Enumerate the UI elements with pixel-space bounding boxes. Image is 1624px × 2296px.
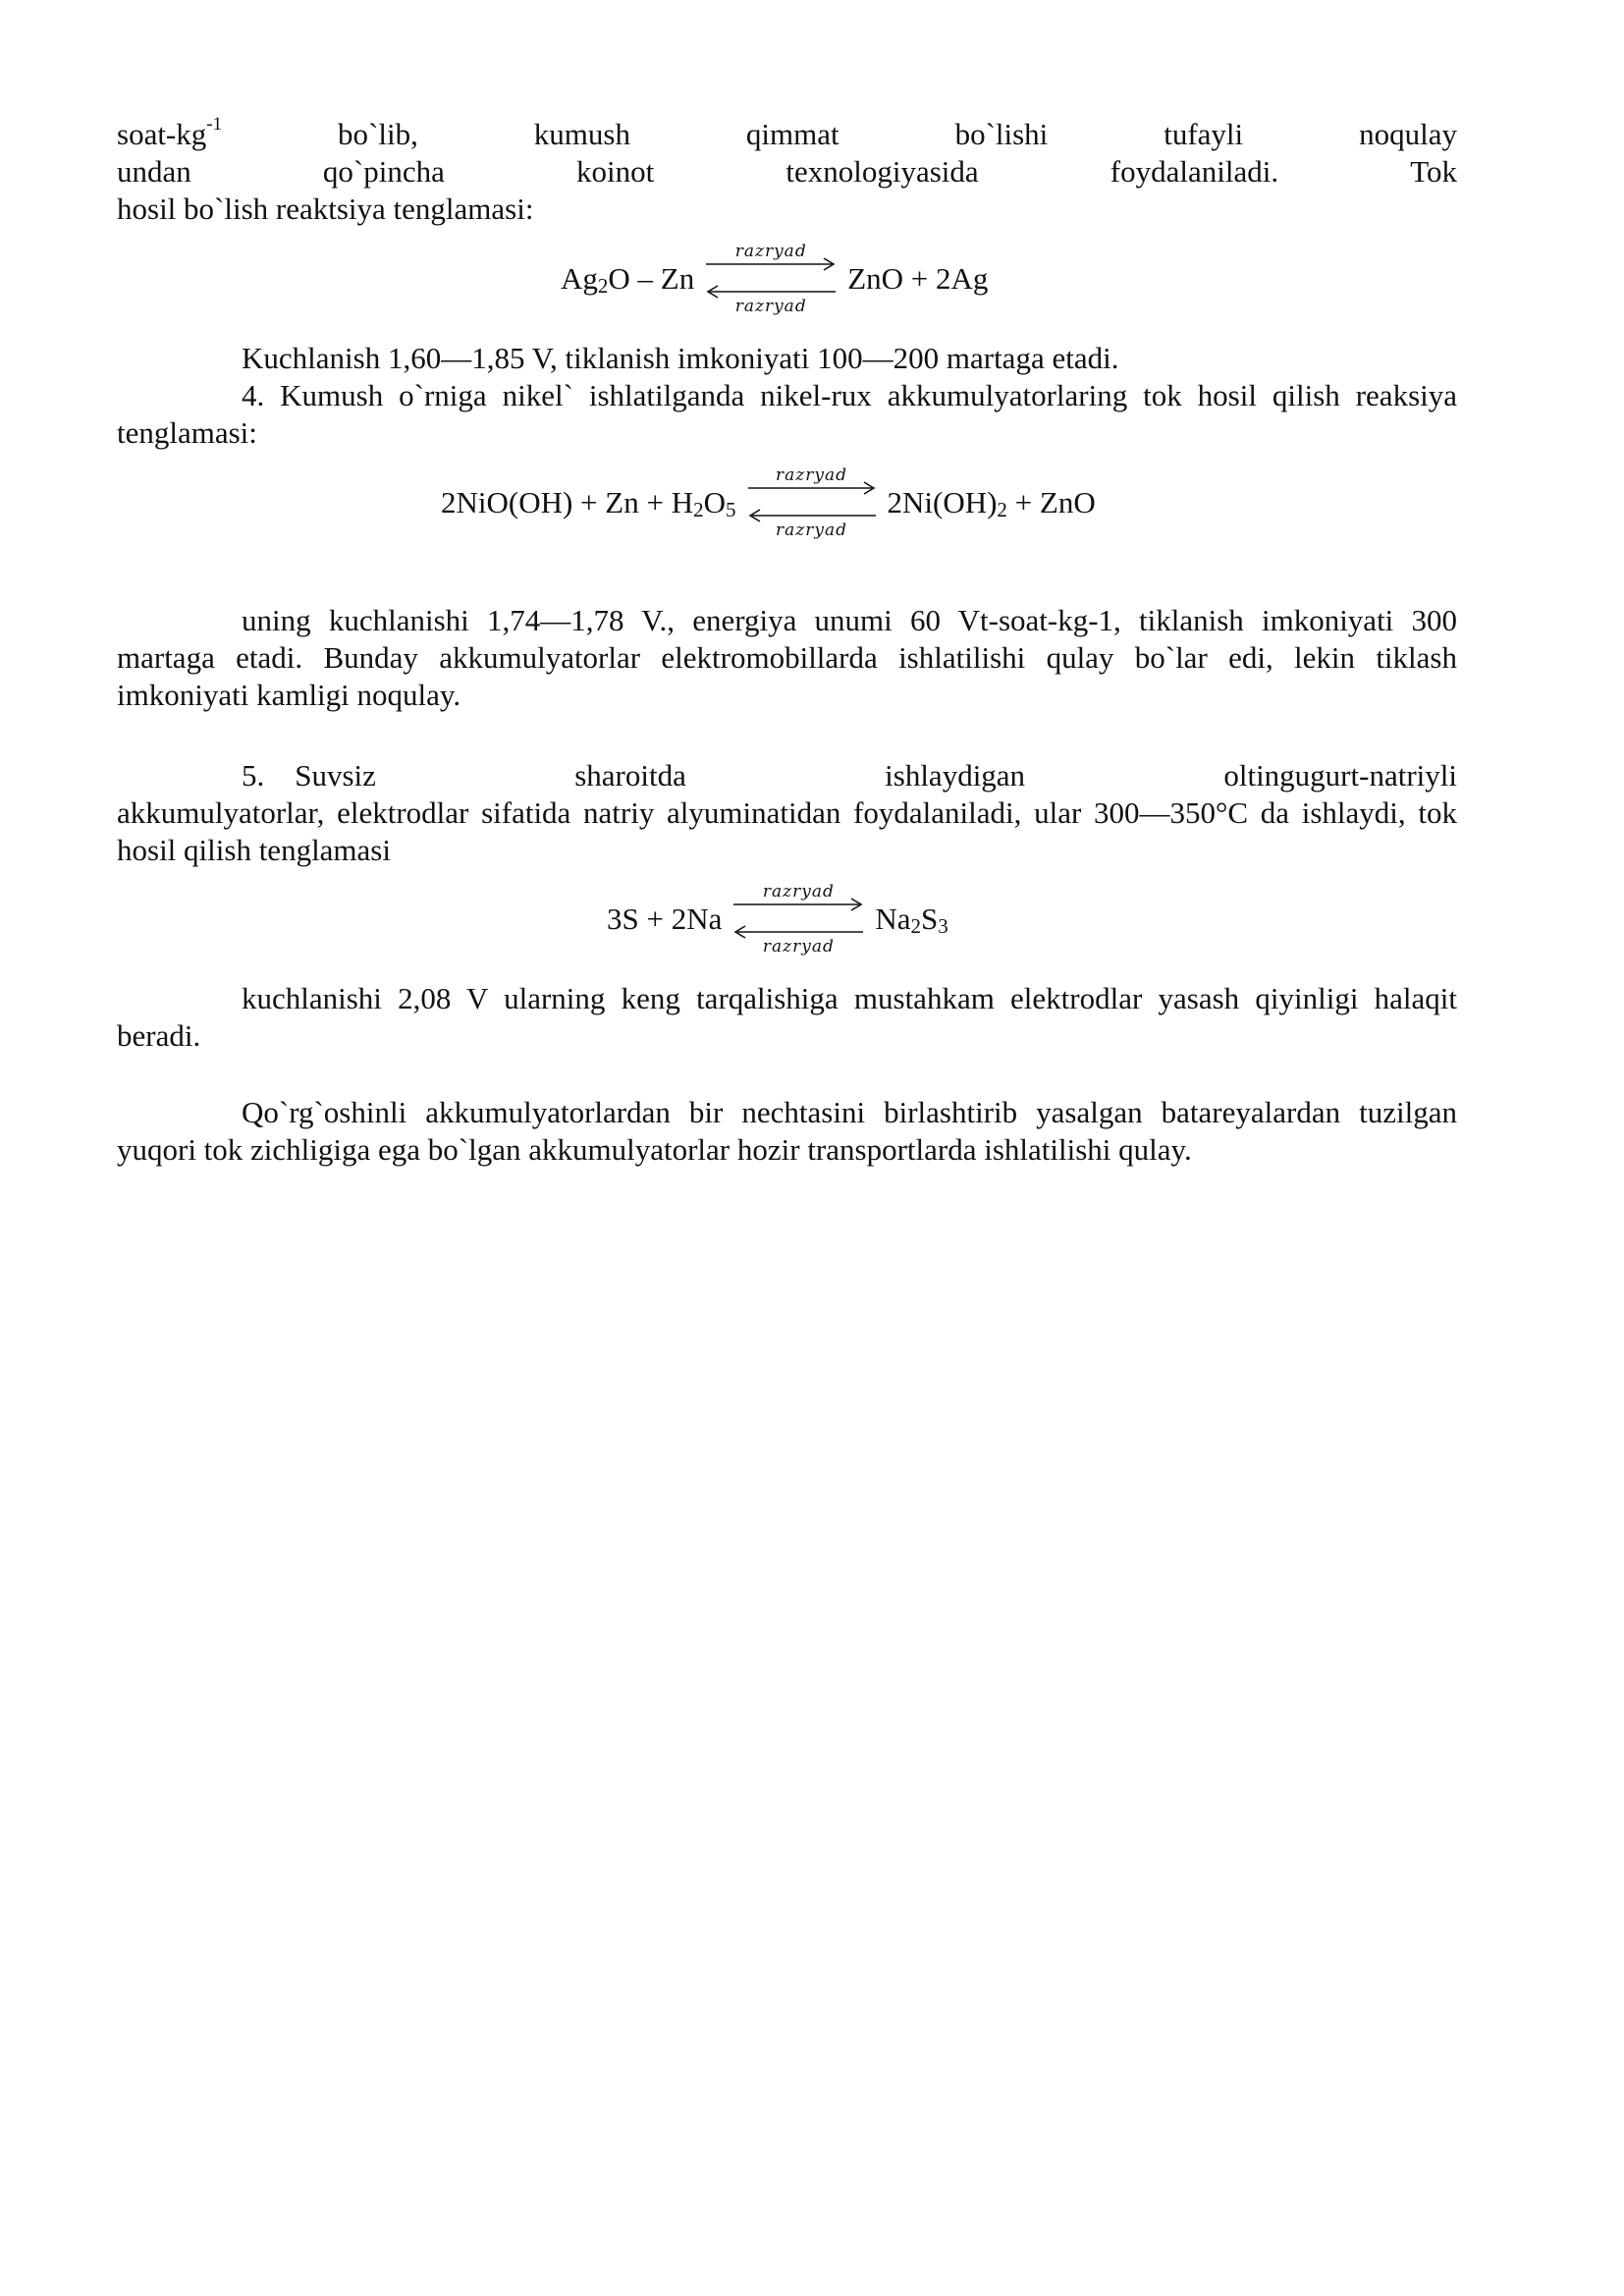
eq3-right: $Na_2S_3$ bbox=[875, 902, 948, 938]
word: bo`lishi bbox=[954, 117, 1049, 151]
word: koinot bbox=[575, 154, 655, 189]
word: 5. Suvsiz bbox=[242, 758, 376, 793]
eq2-reversible-arrows bbox=[746, 465, 878, 540]
para1-line1 bbox=[117, 113, 1457, 153]
para4: uning kuchlanishi 1,74—1,78 V., energiya unumi 60 Vt-soat-kg-1, tiklanish imkoniyati 300 martaga etadi. Bunday akkumulyatorlar elektromobillarda ishlatilishi qulay bo`lar edi, lekin tiklash imkoniyati kamligi noqulay. bbox=[117, 603, 1457, 712]
para1-line2 bbox=[117, 153, 1457, 191]
eq1-arrow-bottom-label: razryad bbox=[734, 297, 807, 316]
para2: Kuchlanish 1,60—1,85 V, tiklanish imkoniyati 100—200 martaga etadi. bbox=[242, 341, 1119, 375]
word: foydalaniladi. bbox=[1110, 154, 1279, 189]
para7: Qo`rg`oshinli akkumulyatorlardan bir nechtasini birlashtirib yasalgan batareyalardan tuzilgan yuqori tok zichligiga ega bo`lgan akkumulyatorlar hozir transportlarda ishlatilishi qulay. bbox=[117, 1095, 1457, 1167]
word: ishlaydigan bbox=[885, 758, 1026, 793]
word: qimmat bbox=[745, 117, 839, 151]
equation-2 bbox=[441, 465, 1096, 540]
para5-line1 bbox=[117, 757, 1457, 794]
word: Tok bbox=[1410, 154, 1457, 189]
word: sharoitda bbox=[574, 758, 686, 793]
equation-1 bbox=[561, 242, 988, 316]
eq3-left: 3S + 2Na bbox=[607, 902, 723, 936]
para1-line3: hosil bo`lish reaktsiya tenglamasi: bbox=[117, 191, 534, 226]
para6: kuchlanishi 2,08 V ularning keng tarqalishiga mustahkam elektrodlar yasash qiyinligi halaqit beradi. bbox=[117, 981, 1457, 1053]
word: bo`lib, bbox=[338, 117, 418, 151]
word: texnologiyasida bbox=[785, 154, 979, 189]
word: qo`pincha bbox=[322, 154, 445, 189]
eq1-reversible-arrows bbox=[704, 242, 838, 316]
eq1-arrow-top-label: razryad bbox=[734, 242, 807, 261]
para1-line1-first: soat-$kg^{-1}$ bbox=[117, 113, 223, 151]
word: oltingugurt-natriyli bbox=[1223, 758, 1457, 793]
eq1-right: ZnO + 2Ag bbox=[847, 261, 989, 296]
eq3-arrow-top-label: razryad bbox=[762, 882, 835, 902]
eq3-reversible-arrows bbox=[731, 882, 865, 957]
para3: 4. Kumush o`rniga nikel` ishlatilganda nikel-rux akkumulyatorlaring tok hosil qilish reaksiya tenglamasi: bbox=[117, 378, 1457, 450]
para5-rest: akkumulyatorlar, elektrodlar sifatida natriy alyuminatidan foydalaniladi, ular 300—350°C da ishlaydi, tok hosil qilish tenglamasi bbox=[117, 795, 1457, 867]
word: kumush bbox=[533, 117, 630, 151]
eq1-left: $Ag_2O$ – Zn bbox=[561, 261, 695, 298]
eq2-arrow-bottom-label: razryad bbox=[776, 520, 847, 540]
eq3-arrow-bottom-label: razryad bbox=[762, 937, 835, 957]
equation-3 bbox=[607, 882, 948, 957]
word: undan bbox=[117, 154, 191, 189]
eq2-arrow-top-label: razryad bbox=[776, 465, 847, 485]
word: noqulay bbox=[1359, 117, 1457, 151]
eq2-left: $2NiO(OH) + Zn + H_2O_5$ bbox=[441, 485, 736, 521]
eq2-right: $2Ni(OH)_2$ + ZnO bbox=[887, 485, 1096, 521]
word: tufayli bbox=[1164, 117, 1244, 151]
